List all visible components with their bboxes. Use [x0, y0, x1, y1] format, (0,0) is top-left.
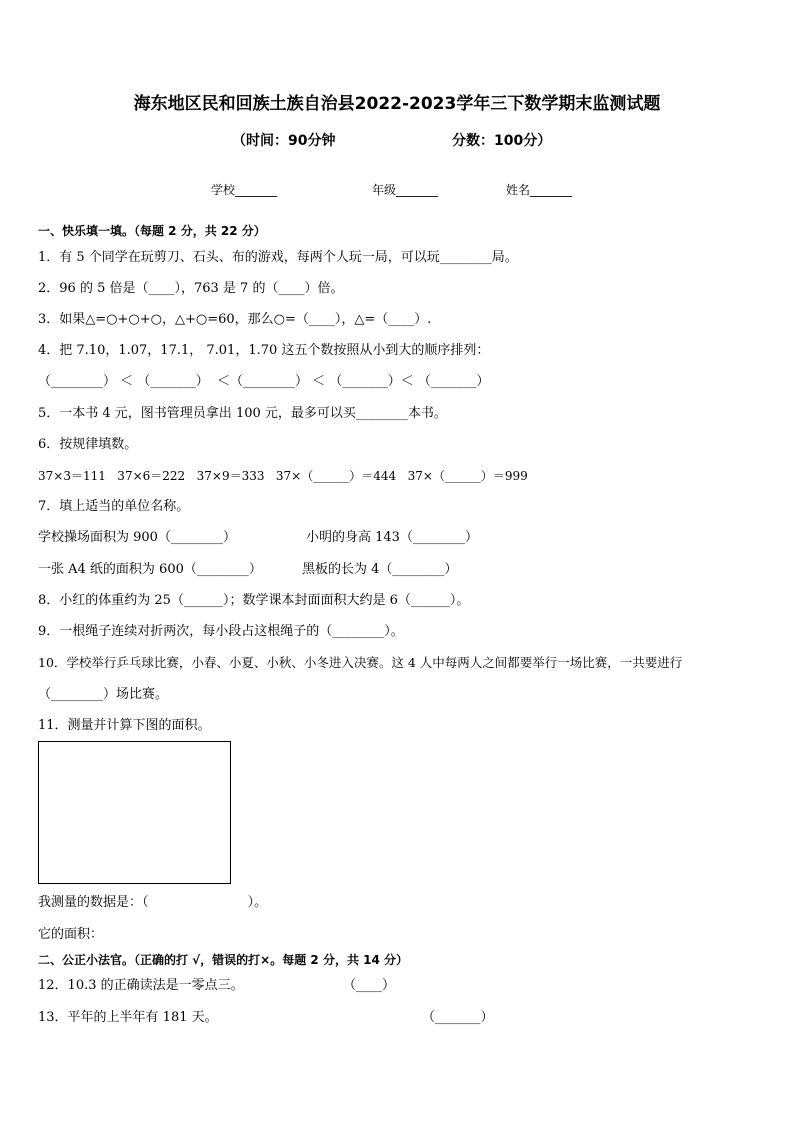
exam-score: 分数：100分） [452, 133, 552, 149]
question-4: 4．把 7.10，1.07，17.1， 7.01，1.70 这五个数按照从小到大的顺序排列： [38, 343, 490, 358]
section1-heading: 一、快乐填一填。（每题 2 分，共 22 分） [38, 224, 266, 238]
question-11-measure: 我测量的数据是：（ ）。 [38, 895, 268, 910]
question-3: 3．如果△=○+○+○，△+○=60，那么○=（____），△=（____）. [38, 312, 432, 327]
question-6-sequence: 37×3＝111 37×6＝222 37×9＝333 37×（______）＝444 37×（______）＝999 [38, 469, 528, 483]
question-6: 6．按规律填数。 [38, 437, 138, 452]
question-10: 10．学校举行乒乓球比赛，小春、小夏、小秋、小冬进入决赛。这 4 人中每两人之间都要举行一场比赛，一共要进行 [38, 655, 683, 670]
question-7-d: 黑板的长为 4（________） [302, 562, 458, 577]
page-title: 海东地区民和回族土族自治县2022-2023学年三下数学期末监测试题 [133, 94, 661, 114]
section2-heading: 二、公正小法官。（正确的打 √，错误的打×。每题 2 分，共 14 分） [38, 953, 408, 967]
question-7: 7．填上适当的单位名称。 [38, 499, 190, 514]
question-12: 12．10.3 的正确读法是一零点三。 [38, 978, 244, 993]
question-9: 9．一根绳子连续对折两次，每小段占这根绳子的（________）。 [38, 624, 404, 639]
question-1: 1．有 5 个同学在玩剪刀、石头、布的游戏，每两个人玩一局，可以玩________局。 [38, 250, 518, 265]
question-11-area: 它的面积： [38, 927, 104, 942]
question-8: 8．小红的体重约为 25（______）；数学课本封面面积大约是 6（______）。 [38, 593, 470, 608]
question-13: 13．平年的上半年有 181 天。 [38, 1010, 218, 1025]
exam-time: （时间：90分钟 [232, 133, 336, 149]
question-10-cont: （________）场比赛。 [38, 687, 169, 702]
question-7-c: 一张 A4 纸的面积为 600（________） [38, 562, 262, 577]
name-field[interactable]: 姓名_______ [506, 183, 573, 197]
question-7-a: 学校操场面积为 900（________） [38, 530, 236, 545]
question-4-answer: （________） ＜ （_______） ＜（________） ＜ （_______）＜ （_______） [38, 374, 490, 389]
question-13-answer: （_______） [422, 1010, 494, 1025]
school-field[interactable]: 学校_______ [211, 183, 278, 197]
question-11: 11．测量并计算下图的面积。 [38, 718, 211, 733]
question-2: 2．96 的 5 倍是（____），763 是 7 的（____）倍。 [38, 281, 344, 296]
question-12-answer: （____） [343, 978, 396, 993]
grade-field[interactable]: 年级_______ [372, 183, 439, 197]
measure-rectangle [38, 741, 231, 884]
question-5: 5．一本书 4 元，图书管理员拿出 100 元，最多可以买________本书。 [38, 406, 447, 421]
question-7-b: 小明的身高 143（________） [306, 530, 478, 545]
